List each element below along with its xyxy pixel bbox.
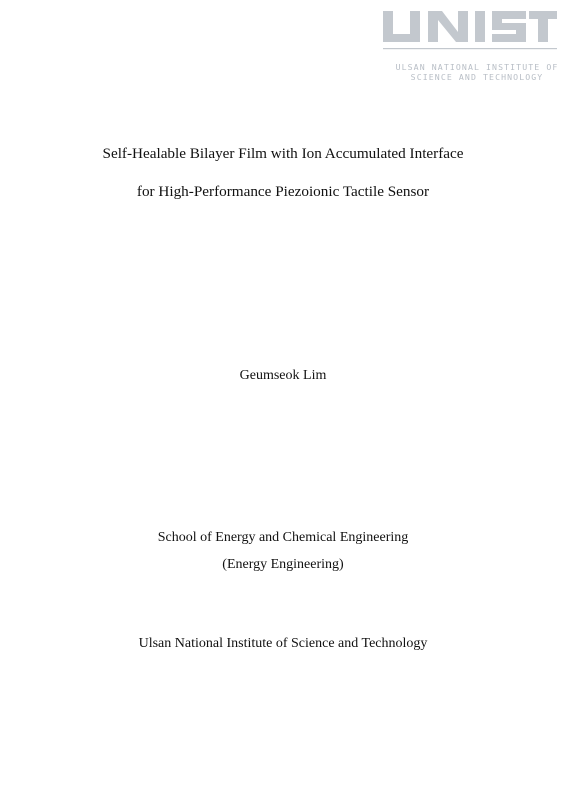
thesis-title-line2: for High-Performance Piezoionic Tactile Sensor [136,183,430,200]
school-name: School of Energy and Chemical Engineering [157,530,409,545]
logo-text-line2: SCIENCE AND TECHNOLOGY [410,72,544,82]
major-name: (Energy Engineering) [222,557,344,572]
unist-wordmark-icon [380,8,560,52]
thesis-title-line1: Self-Healable Bilayer Film with Ion Accumulated Interface [102,145,464,162]
university-name: Ulsan National Institute of Science and Technology [138,636,428,651]
unist-logo [380,8,560,80]
author-name: Geumseok Lim [239,368,327,383]
logo-text-line1: ULSAN NATIONAL INSTITUTE OF [395,62,559,72]
